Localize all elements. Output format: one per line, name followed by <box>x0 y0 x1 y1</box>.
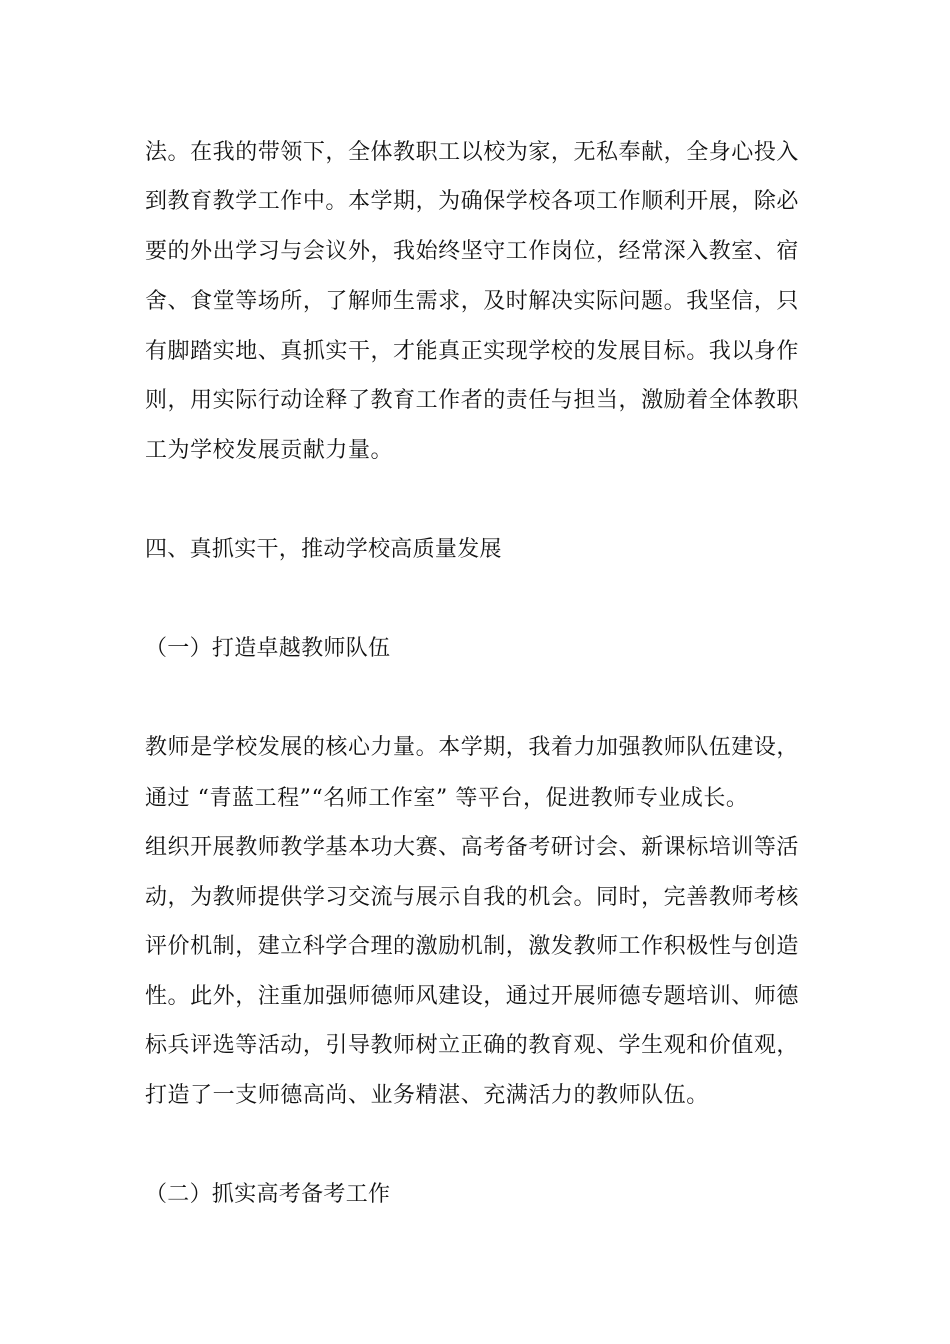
paragraph-line: 工为学校发展贡献力量。 <box>145 438 394 463</box>
paragraph-line: 打造了一支师德高尚、业务精湛、充满活力的教师队伍。 <box>145 1083 709 1108</box>
paragraph-line: 则，用实际行动诠释了教育工作者的责任与担当，激励着全体教职 <box>145 388 799 413</box>
paragraph-line: 动，为教师提供学习交流与展示自我的机会。同时，完善教师考核 <box>145 885 799 910</box>
paragraph-line: 性。此外，注重加强师德师风建设，通过开展师德专题培训、师德 <box>145 984 799 1009</box>
paragraph-line: 舍、食堂等场所，了解师生需求，及时解决实际问题。我坚信，只 <box>145 289 799 314</box>
paragraph-line: 到教育教学工作中。本学期，为确保学校各项工作顺利开展，除必 <box>145 189 799 214</box>
paragraph-line: 评价机制，建立科学合理的激励机制，激发教师工作积极性与创造 <box>145 934 799 959</box>
subsection-heading: （二）抓实高考备考工作 <box>145 1182 391 1207</box>
paragraph-line: 要的外出学习与会议外，我始终坚守工作岗位，经常深入教室、宿 <box>145 239 799 264</box>
paragraph-line: 组织开展教师教学基本功大赛、高考备考研讨会、新课标培训等活 <box>145 835 799 860</box>
paragraph-line: 标兵评选等活动，引导教师树立正确的教育观、学生观和价值观， <box>145 1033 799 1058</box>
subsection-heading: （一）打造卓越教师队伍 <box>145 636 391 661</box>
paragraph-line: 教师是学校发展的核心力量。本学期，我着力加强教师队伍建设， <box>145 735 799 760</box>
section-heading: 四、真抓实干，推动学校高质量发展 <box>145 537 502 562</box>
paragraph-line: 有脚踏实地、真抓实干，才能真正实现学校的发展目标。我以身作 <box>145 339 799 364</box>
paragraph-line: 法。在我的带领下，全体教职工以校为家，无私奉献，全身心投入 <box>145 140 799 165</box>
paragraph-line: 通过 “青蓝工程”“名师工作室” 等平台，促进教师专业成长。 <box>145 786 749 811</box>
